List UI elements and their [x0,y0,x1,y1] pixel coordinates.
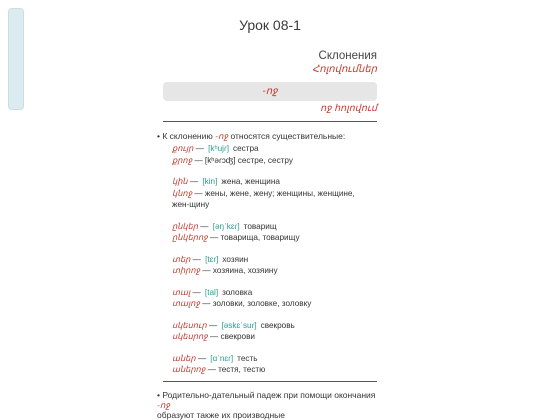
declension-label: ոջ հոլովում [320,103,377,114]
ipa: [əŋˈkɛɾ] [212,221,240,231]
intro-ending: -ոջ [215,131,229,141]
word-list [172,143,372,386]
entry-line [172,353,372,365]
form-line [172,232,372,244]
ending-label: -ոջ [262,86,278,97]
word: ընկեր [172,221,198,231]
footer-ending: -ոջ [157,400,170,410]
meaning: сестра [233,144,259,153]
ipa: [kʰujɾ] [208,144,230,153]
dash: — [190,254,204,264]
list-item [172,254,372,277]
form: ընկերոջ [172,233,208,242]
list-item [172,320,372,343]
form: տիրոջ [172,266,201,275]
entry-line [172,221,372,233]
list-item [172,143,372,166]
form: սկեսրոջ [172,332,208,341]
form-meaning: — свекрови [207,332,255,341]
ipa: [tal] [204,287,219,297]
meaning: тесть [237,353,258,363]
word: սկեսուր [172,320,207,330]
dash: — [206,320,220,330]
word: քույր [172,144,194,153]
form-meaning: — жены, жене, жену; женщины, женщине, жен-щину [172,188,355,209]
dash: — [187,177,201,186]
form-meaning: — хозяина, хозяину [200,266,278,275]
entry-line [172,176,372,188]
form-line [172,364,372,376]
list-item [172,176,372,211]
dash: — [197,221,211,231]
form-line [172,298,372,310]
dash: — [190,287,203,297]
form-meaning: — тестя, тестю [205,365,266,374]
divider-top [163,121,377,122]
ipa: [ɑˈnɛɾ] [210,353,234,363]
ipa: [tɛɾ] [205,254,219,264]
section-title-ru: Склонения [318,50,377,62]
list-item [172,353,372,376]
dash: — [193,144,207,153]
divider-bottom [163,381,377,382]
dash: — [195,353,209,363]
form-line [172,155,372,167]
form-meaning: — золовки, золовке, золовку [199,299,312,308]
form-line [172,188,372,211]
meaning: жена, женщина [221,177,280,186]
form: աներոջ [172,365,206,374]
form: քրոջ [172,155,193,165]
footer-text: • Родительно-дательный падеж при помощи окончания [157,390,376,400]
form-meaning: — [kʰəɾɔʤ] сестре, сестру [192,155,293,165]
entry-line [172,254,372,266]
ending-box [163,82,377,101]
intro-suffix: относятся существительные: [228,131,346,141]
form-line [172,331,372,343]
section-title-arm: Հոլովումներ [312,64,377,75]
form-meaning: — товарища, товарищу [207,233,300,242]
word: աներ [172,353,196,363]
page-title: Урок 08-1 [239,17,301,33]
meaning: хозяин [222,254,249,264]
footer-note [157,390,387,420]
entry-line [172,320,372,332]
list-item [172,287,372,310]
word: տեր [172,254,191,264]
word: կին [172,177,188,186]
meaning: свекровь [260,320,295,330]
intro-prefix: К склонению [162,131,216,141]
word: տալ [172,287,191,297]
form-line [172,265,372,277]
form: տալոջ [172,299,200,308]
ipa: [kin] [202,177,218,186]
ipa: [əskɛˈsuɾ] [221,320,257,330]
entry-line [172,287,372,299]
meaning: золовка [222,287,253,297]
meaning: товарищ [243,221,277,231]
footer-continuation: образуют также их производные [157,410,285,420]
form: կնոջ [172,188,193,198]
list-item [172,221,372,244]
intro-text: • К склонению -ոջ относятся существительные: [157,131,346,141]
entry-line [172,143,372,155]
